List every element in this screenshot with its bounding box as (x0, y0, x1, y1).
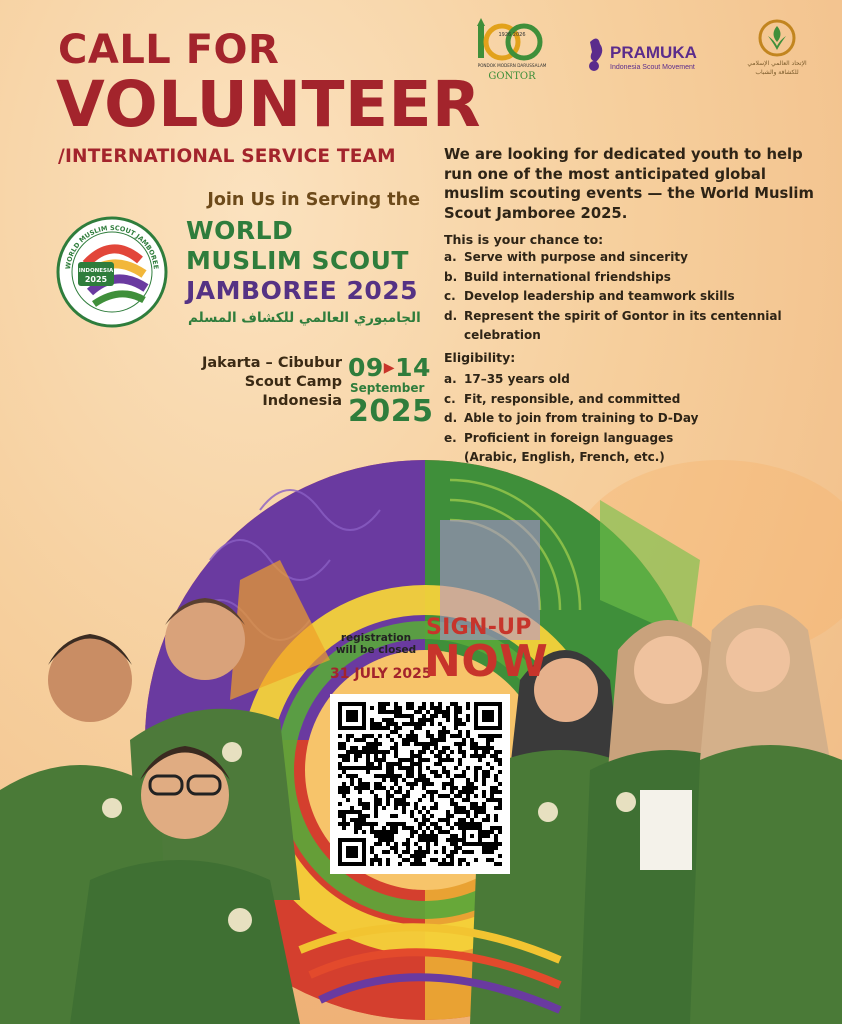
signup-label: SIGN-UP (426, 615, 532, 640)
volunteer-heading: VOLUNTEER (56, 68, 482, 141)
list-item: a. 17–35 years old (444, 372, 570, 386)
date-end: 14 (395, 353, 431, 382)
date-arrow-icon: ▶ (383, 360, 396, 376)
gontor-subtitle: PONDOK MODERN DARUSSALAM (477, 63, 547, 68)
event-year: 2025 (348, 394, 434, 429)
event-venue (202, 354, 342, 411)
pramuka-subtitle: Indonesia Scout Movement (610, 64, 695, 71)
badge-year: 2025 (84, 275, 108, 284)
badge-arc-text: WORLD MUSLIM SCOUT JAMBOREE (63, 223, 160, 270)
team-subheading: /INTERNATIONAL SERVICE TEAM (58, 146, 396, 167)
pramuka-name: PRAMUKA (610, 43, 697, 62)
list-item: e. Proficient in foreign languages (Arabic, English, French, etc.) (444, 430, 674, 465)
call-for-heading: CALL FOR (58, 27, 280, 73)
registration-qr-code[interactable] (330, 694, 510, 874)
now-label: NOW (424, 636, 549, 687)
gontor-badge-years: 1926 2026 (498, 32, 526, 38)
list-item: a. Serve with purpose and sincerity (444, 250, 688, 264)
event-title-line2: MUSLIM SCOUT (186, 246, 409, 275)
venue-line2: Scout Camp (244, 374, 342, 390)
list-item: d. Able to join from training to D-Day (444, 411, 699, 426)
list-item: c. Fit, responsible, and committed (444, 391, 681, 406)
list-item: d. Represent the spirit of Gontor in its centennial celebration (444, 308, 782, 343)
registration-note: registration will be closed (335, 632, 417, 656)
intro-paragraph: We are looking for dedicated youth to help run one of the most anticipated global muslim scouting events — the World Muslim Scout Jamboree 2025. (444, 146, 814, 222)
qr-code-icon (338, 702, 502, 866)
event-dates (348, 353, 431, 382)
venue-line3: Indonesia (262, 393, 342, 409)
event-month: September (350, 381, 425, 395)
badge-country: INDONESIA (78, 268, 114, 274)
chance-heading: This is your chance to: (444, 232, 604, 247)
join-us-line: Join Us in Serving the (207, 190, 420, 210)
eligibility-heading: Eligibility: (444, 350, 516, 365)
islamic-scout-federation-logo (744, 18, 810, 86)
registration-close-date: 31 JULY 2025 (330, 666, 432, 682)
ifs-arabic-line1: الإتحاد العالمي الإسلامي (747, 60, 807, 67)
gontor-name: GONTOR (488, 71, 536, 82)
event-title-line1: WORLD (186, 216, 294, 245)
event-title-line3: JAMBOREE 2025 (186, 276, 419, 305)
event-title-arabic: الجامبوري العالمي للكشاف المسلم (188, 310, 421, 326)
ifs-arabic-line2: للكشافة والشباب (755, 69, 799, 76)
chance-list (444, 248, 816, 346)
venue-line1: Jakarta – Cibubur (202, 355, 342, 371)
list-item: c. Develop leadership and teamwork skills (444, 289, 735, 304)
list-item: b. Build international friendships (444, 269, 671, 284)
gontor-logo (472, 18, 550, 84)
jamboree-badge-logo (56, 216, 168, 328)
date-start: 09 (348, 353, 384, 382)
eligibility-list (444, 370, 816, 468)
partner-logos (472, 18, 812, 86)
pramuka-logo (584, 32, 704, 76)
